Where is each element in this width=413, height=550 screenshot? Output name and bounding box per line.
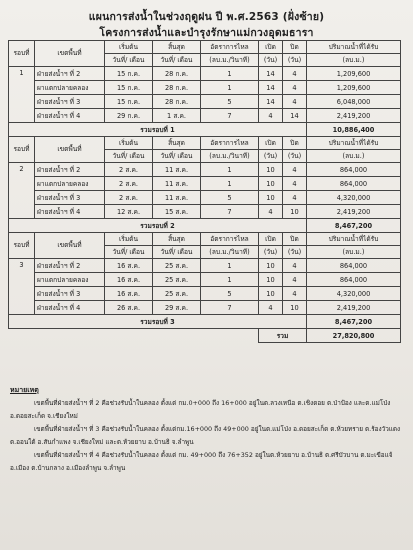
header-volume-unit: (ลบ.ม.) [307, 150, 401, 163]
header-close: ปิด [283, 41, 307, 54]
cell-volume: 1,209,600 [307, 67, 401, 81]
cell-end: 11 ส.ค. [153, 191, 201, 205]
cell-open: 4 [259, 301, 283, 315]
cell-rate: 7 [201, 205, 259, 219]
header-volume: ปริมาณน้ำที่ได้รับ [307, 41, 401, 54]
header-area: เขตพื้นที่ [35, 41, 105, 67]
cell-rate: 1 [201, 163, 259, 177]
header-start: เริ่มต้น [105, 41, 153, 54]
document-title: แผนการส่งน้ำในช่วงฤดูฝน ปี พ.ศ.2563 (ฝั่งซ้าย) [88, 11, 325, 23]
cell-close: 4 [283, 67, 307, 81]
cell-volume: 864,000 [307, 163, 401, 177]
header-open-unit: (วัน) [259, 246, 283, 259]
header-volume-unit: (ลบ.ม.) [307, 54, 401, 67]
cell-open: 10 [259, 177, 283, 191]
cell-rate: 7 [201, 301, 259, 315]
cell-close: 4 [283, 81, 307, 95]
cell-rate: 1 [201, 273, 259, 287]
grand-total-label: รวม [259, 329, 307, 343]
header-volume: ปริมาณน้ำที่ได้รับ [307, 233, 401, 246]
cell-area: ผาแตกปลายคลอง [35, 273, 105, 287]
round-number: 2 [9, 163, 35, 219]
header-close-unit: (วัน) [283, 246, 307, 259]
cell-close: 10 [283, 301, 307, 315]
cell-volume: 2,419,200 [307, 109, 401, 123]
table-row [9, 301, 401, 315]
cell-end: 28 ก.ค. [153, 95, 201, 109]
header-round: รอบที่ [9, 41, 35, 67]
header-volume: ปริมาณน้ำที่ได้รับ [307, 137, 401, 150]
table-row [9, 205, 401, 219]
cell-close: 4 [283, 287, 307, 301]
cell-volume: 2,419,200 [307, 205, 401, 219]
note-item: เขตพื้นที่ฝ่ายส่งน้ำฯ ที่ 2 คือช่วงรับน้ำในคลอง ตั้งแต่ กม.0+000 ถึง 16+000 อยู่ในต.ลวงเหนือ ต.เชิงดอย ต.ป่าป้อง และต.แม่โป่ง อ.ดอยสะเก็ด จ.เชียงใหม่ [10, 399, 391, 420]
cell-start: 15 ก.ค. [105, 81, 153, 95]
cell-open: 14 [259, 67, 283, 81]
cell-end: 25 ส.ค. [153, 259, 201, 273]
cell-start: 2 ส.ค. [105, 163, 153, 177]
header-rate: อัตราการไหล [201, 41, 259, 54]
cell-area: ฝ่ายส่งน้ำฯ ที่ 3 [35, 191, 105, 205]
header-volume-unit: (ลบ.ม.) [307, 246, 401, 259]
cell-close: 4 [283, 95, 307, 109]
cell-open: 10 [259, 273, 283, 287]
round-total-row [9, 315, 401, 329]
header-rate-unit: (ลบ.ม./วินาที) [201, 150, 259, 163]
cell-end: 25 ส.ค. [153, 287, 201, 301]
header-end-daymonth: วันที่/ เดือน [153, 246, 201, 259]
header-end-daymonth: วันที่/ เดือน [153, 150, 201, 163]
cell-open: 10 [259, 191, 283, 205]
cell-rate: 5 [201, 191, 259, 205]
header-rate-unit: (ลบ.ม./วินาที) [201, 54, 259, 67]
header-open-unit: (วัน) [259, 150, 283, 163]
cell-area: ฝ่ายส่งน้ำฯ ที่ 3 [35, 95, 105, 109]
table-row [9, 273, 401, 287]
header-open: เปิด [259, 137, 283, 150]
cell-open: 14 [259, 95, 283, 109]
round-total-row [9, 123, 401, 137]
cell-start: 12 ส.ค. [105, 205, 153, 219]
table-row [9, 163, 401, 177]
cell-area: ฝ่ายส่งน้ำฯ ที่ 4 [35, 109, 105, 123]
table-header-row [9, 41, 401, 54]
cell-volume: 864,000 [307, 273, 401, 287]
water-plan-table [8, 40, 401, 343]
grand-total-spacer [9, 329, 259, 343]
cell-volume: 864,000 [307, 177, 401, 191]
header-close: ปิด [283, 233, 307, 246]
cell-start: 26 ส.ค. [105, 301, 153, 315]
header-close-unit: (วัน) [283, 150, 307, 163]
cell-start: 15 ก.ค. [105, 67, 153, 81]
header-rate: อัตราการไหล [201, 137, 259, 150]
cell-close: 4 [283, 191, 307, 205]
cell-open: 4 [259, 205, 283, 219]
cell-start: 29 ก.ค. [105, 109, 153, 123]
header-close-unit: (วัน) [283, 54, 307, 67]
cell-rate: 5 [201, 287, 259, 301]
header-start-daymonth: วันที่/ เดือน [105, 54, 153, 67]
header-start-daymonth: วันที่/ เดือน [105, 246, 153, 259]
cell-area: ฝ่ายส่งน้ำฯ ที่ 4 [35, 301, 105, 315]
cell-area: ฝ่ายส่งน้ำฯ ที่ 2 [35, 259, 105, 273]
cell-area: ผาแตกปลายคลอง [35, 81, 105, 95]
header-start: เริ่มต้น [105, 137, 153, 150]
cell-end: 28 ก.ค. [153, 67, 201, 81]
table-header-row [9, 137, 401, 150]
cell-rate: 1 [201, 81, 259, 95]
table-row [9, 259, 401, 273]
cell-open: 10 [259, 163, 283, 177]
cell-open: 4 [259, 109, 283, 123]
grand-total-row [9, 329, 401, 343]
header-close: ปิด [283, 137, 307, 150]
cell-rate: 5 [201, 95, 259, 109]
header-start: เริ่มต้น [105, 233, 153, 246]
note-item: เขตพื้นที่ฝ่ายส่งน้ำฯ ที่ 3 คือช่วงรับน้ำในคลอง ตั้งแต่กม.16+000 ถึง 49+000 อยู่ในต.แม่โป่ง อ.ดอยสะเก็ด ต.ห้วยทราย ต.ร้องวัวแดง ต.ออนใต้ อ.สันกำแพง จ.เชียงใหม่ และต.ห้วยยาบ อ.บ้านธิ จ.ลำพูน [10, 425, 401, 446]
header-start-daymonth: วันที่/ เดือน [105, 150, 153, 163]
cell-start: 2 ส.ค. [105, 177, 153, 191]
header-open: เปิด [259, 41, 283, 54]
cell-start: 15 ก.ค. [105, 95, 153, 109]
cell-end: 15 ส.ค. [153, 205, 201, 219]
header-open: เปิด [259, 233, 283, 246]
header-round: รอบที่ [9, 137, 35, 163]
header-end: สิ้นสุด [153, 41, 201, 54]
cell-end: 1 ส.ค. [153, 109, 201, 123]
cell-volume: 2,419,200 [307, 301, 401, 315]
table-row [9, 109, 401, 123]
cell-area: ฝ่ายส่งน้ำฯ ที่ 2 [35, 163, 105, 177]
cell-close: 4 [283, 273, 307, 287]
cell-volume: 6,048,000 [307, 95, 401, 109]
cell-start: 16 ส.ค. [105, 259, 153, 273]
header-round: รอบที่ [9, 233, 35, 259]
header-area: เขตพื้นที่ [35, 137, 105, 163]
round-total-value: 10,886,400 [307, 123, 401, 137]
cell-volume: 1,209,600 [307, 81, 401, 95]
cell-area: ฝ่ายส่งน้ำฯ ที่ 4 [35, 205, 105, 219]
cell-close: 4 [283, 163, 307, 177]
cell-rate: 1 [201, 67, 259, 81]
round-total-value: 8,467,200 [307, 219, 401, 233]
round-number: 3 [9, 259, 35, 315]
cell-end: 28 ก.ค. [153, 81, 201, 95]
table-row [9, 67, 401, 81]
cell-close: 4 [283, 259, 307, 273]
round-total-value: 8,467,200 [307, 315, 401, 329]
cell-start: 16 ส.ค. [105, 273, 153, 287]
table-header-row [9, 233, 401, 246]
cell-end: 25 ส.ค. [153, 273, 201, 287]
header-rate-unit: (ลบ.ม./วินาที) [201, 246, 259, 259]
header-end: สิ้นสุด [153, 137, 201, 150]
header-end-daymonth: วันที่/ เดือน [153, 54, 201, 67]
cell-open: 14 [259, 81, 283, 95]
cell-rate: 1 [201, 259, 259, 273]
cell-open: 10 [259, 287, 283, 301]
grand-total-value: 27,820,800 [307, 329, 401, 343]
cell-rate: 7 [201, 109, 259, 123]
cell-volume: 4,320,000 [307, 287, 401, 301]
document-subtitle: โครงการส่งน้ำและบำรุงรักษาแม่กวงอุดมธารา [99, 27, 314, 39]
header-open-unit: (วัน) [259, 54, 283, 67]
cell-close: 4 [283, 177, 307, 191]
cell-end: 29 ส.ค. [153, 301, 201, 315]
cell-close: 14 [283, 109, 307, 123]
cell-area: ผาแตกปลายคลอง [35, 177, 105, 191]
header-area: เขตพื้นที่ [35, 233, 105, 259]
cell-open: 10 [259, 259, 283, 273]
note-item: เขตพื้นที่ฝ่ายส่งน้ำฯ ที่ 4 คือช่วงรับน้ำในคลอง ตั้งแต่ กม. 49+000 ถึง 76+352 อยู่ในต.ห้วยยาบ อ.บ้านธิ ต.ศรีบัวบาน ต.มะเขือแจ้ อ.เมือง ต.บ้านกลาง อ.เมืองลำพูน จ.ลำพูน [10, 451, 393, 472]
cell-volume: 4,320,000 [307, 191, 401, 205]
header-rate: อัตราการไหล [201, 233, 259, 246]
table-row [9, 191, 401, 205]
cell-volume: 864,000 [307, 259, 401, 273]
cell-rate: 1 [201, 177, 259, 191]
header-end: สิ้นสุด [153, 233, 201, 246]
cell-start: 16 ส.ค. [105, 287, 153, 301]
cell-close: 10 [283, 205, 307, 219]
round-total-row [9, 219, 401, 233]
table-row [9, 287, 401, 301]
round-total-label: รวมรอบที่ 3 [9, 315, 307, 329]
table-row [9, 81, 401, 95]
notes-heading: หมายเหตุ [10, 386, 39, 394]
cell-end: 11 ส.ค. [153, 163, 201, 177]
cell-start: 2 ส.ค. [105, 191, 153, 205]
table-row [9, 95, 401, 109]
round-total-label: รวมรอบที่ 1 [9, 123, 307, 137]
cell-area: ฝ่ายส่งน้ำฯ ที่ 3 [35, 287, 105, 301]
cell-end: 11 ส.ค. [153, 177, 201, 191]
cell-area: ฝ่ายส่งน้ำฯ ที่ 2 [35, 67, 105, 81]
round-total-label: รวมรอบที่ 2 [9, 219, 307, 233]
table-row [9, 177, 401, 191]
round-number: 1 [9, 67, 35, 123]
notes-section [10, 384, 406, 475]
